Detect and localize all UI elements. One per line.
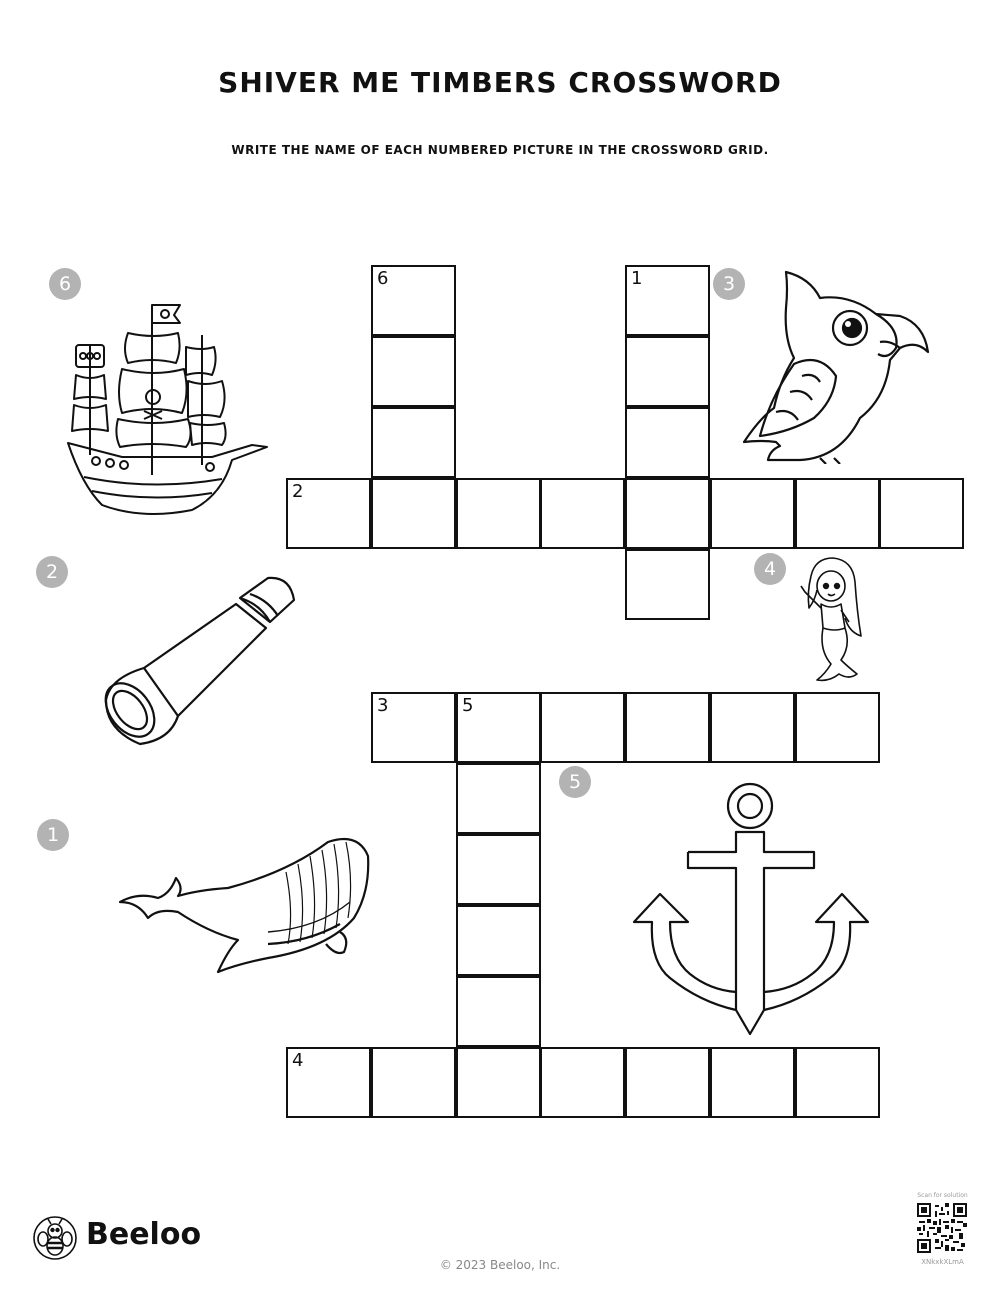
qr-code-icon[interactable] xyxy=(917,1203,967,1253)
cell-3-2[interactable] xyxy=(456,692,541,763)
cell-1-1[interactable] xyxy=(625,265,710,336)
clue-number-3: 3 xyxy=(377,695,389,716)
cell-5-2[interactable] xyxy=(456,763,541,834)
copyright-text: © 2023 Beeloo, Inc. xyxy=(439,1258,561,1272)
cell-6-3[interactable] xyxy=(371,407,456,478)
bee-logo-icon xyxy=(32,1215,78,1261)
cell-1-2[interactable] xyxy=(625,336,710,407)
cell-6-1[interactable] xyxy=(371,265,456,336)
cell-2-7[interactable] xyxy=(795,478,880,549)
instructions: WRITE THE NAME OF EACH NUMBERED PICTURE IN THE CROSSWORD GRID. xyxy=(231,143,769,157)
anchor-icon xyxy=(630,782,875,1037)
picture-badge-4: 4 xyxy=(754,553,786,585)
qr-code-text: XNkxkXLmA xyxy=(921,1258,964,1266)
clue-number-4: 4 xyxy=(292,1050,304,1071)
cell-2-2[interactable] xyxy=(371,478,456,549)
cell-2-3[interactable] xyxy=(456,478,541,549)
mermaid-icon xyxy=(795,556,863,688)
cell-2-4[interactable] xyxy=(540,478,625,549)
cell-5-3[interactable] xyxy=(456,834,541,905)
cell-3-1[interactable] xyxy=(371,692,456,763)
cell-3-5[interactable] xyxy=(710,692,795,763)
cell-1-5[interactable] xyxy=(625,549,710,620)
cell-5-4[interactable] xyxy=(456,905,541,976)
picture-badge-6: 6 xyxy=(49,268,81,300)
cell-2-5[interactable] xyxy=(625,478,710,549)
brand-name: Beeloo xyxy=(86,1217,202,1252)
cell-3-4[interactable] xyxy=(625,692,710,763)
cell-2-8[interactable] xyxy=(879,478,964,549)
cell-4-5[interactable] xyxy=(625,1047,710,1118)
picture-badge-2: 2 xyxy=(36,556,68,588)
brand-logo xyxy=(32,1215,232,1259)
picture-badge-3: 3 xyxy=(713,268,745,300)
cell-6-2[interactable] xyxy=(371,336,456,407)
cell-2-6[interactable] xyxy=(710,478,795,549)
whale-icon xyxy=(118,832,373,977)
cell-5-5[interactable] xyxy=(456,976,541,1047)
cell-2-1[interactable] xyxy=(286,478,371,549)
parrot-icon xyxy=(740,268,932,464)
cell-4-3[interactable] xyxy=(456,1047,541,1118)
clue-number-1: 1 xyxy=(631,268,643,289)
cell-1-3[interactable] xyxy=(625,407,710,478)
cell-4-4[interactable] xyxy=(540,1047,625,1118)
cell-4-7[interactable] xyxy=(795,1047,880,1118)
qr-label: Scan for solution xyxy=(917,1192,968,1199)
picture-badge-1: 1 xyxy=(37,819,69,851)
clue-number-5: 5 xyxy=(462,695,474,716)
page-title: SHIVER ME TIMBERS CROSSWORD xyxy=(218,66,782,99)
spyglass-icon xyxy=(100,570,300,750)
cell-4-2[interactable] xyxy=(371,1047,456,1118)
pirate-ship-icon xyxy=(62,295,272,520)
clue-number-6: 6 xyxy=(377,268,389,289)
picture-badge-5: 5 xyxy=(559,766,591,798)
cell-4-6[interactable] xyxy=(710,1047,795,1118)
cell-4-1[interactable] xyxy=(286,1047,371,1118)
cell-3-6[interactable] xyxy=(795,692,880,763)
cell-3-3[interactable] xyxy=(540,692,625,763)
clue-number-2: 2 xyxy=(292,481,304,502)
